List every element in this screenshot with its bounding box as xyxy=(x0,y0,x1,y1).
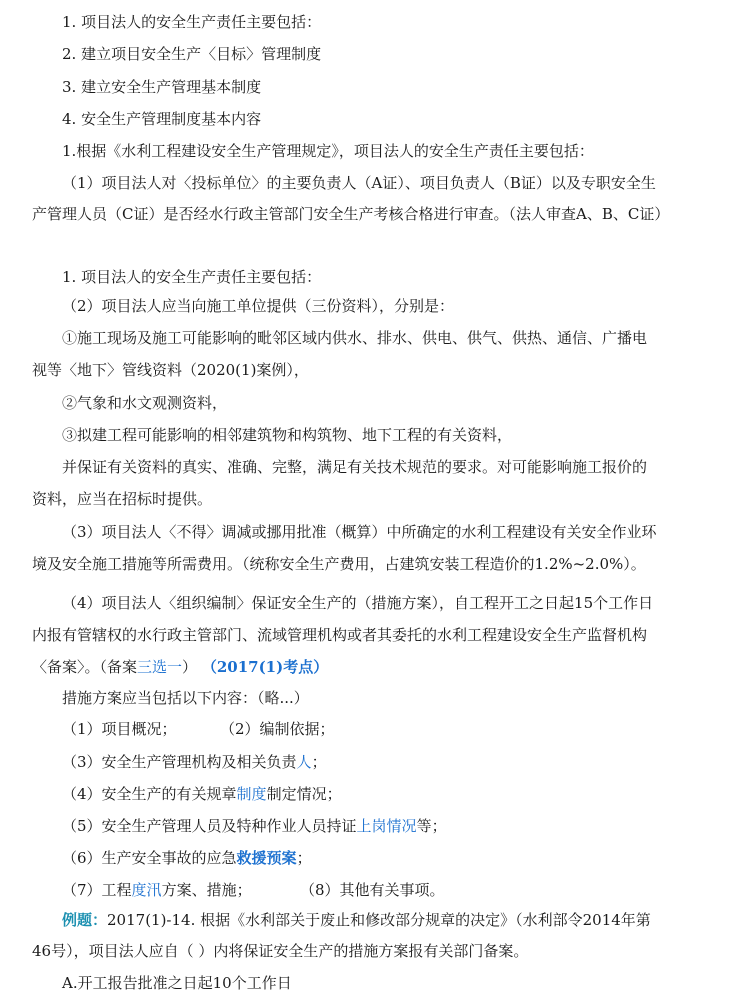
section1-paragraph-line2: 产管理人员（C证）是否经水行政主管部门安全生产考核合格进行审查。（法人审查A、B、C证） xyxy=(32,205,670,223)
measure-item-5 xyxy=(62,816,447,836)
material-note-line1: 并保证有关资料的真实、准确、完整，满足有关技术规范的要求。对可能影响施工报价的 xyxy=(62,458,648,476)
measure-6-end: ； xyxy=(296,849,312,867)
measure-3-highlight: 人 xyxy=(296,753,312,771)
measure-6-text: （6）生产安全事故的应急 xyxy=(62,849,237,867)
measure-4-end: 制定情况； xyxy=(266,785,342,803)
toc-item-3: 3. 建立安全生产管理基本制度 xyxy=(62,78,262,96)
example-question-line1: 2017(1)-14. 根据《水利部关于废止和修改部分规章的决定》（水利部令2014年第 xyxy=(107,911,651,929)
measure-7-text: （7）工程 xyxy=(62,881,132,899)
section1-paragraph-line1: （1）项目法人对〈投标单位〉的主要负责人（A证）、项目负责人（B证）以及专职安全生 xyxy=(62,174,656,192)
example-label: 例题： xyxy=(62,911,108,929)
section2-paragraph-2: （2）项目法人应当向施工单位提供（三份资料），分别是： xyxy=(62,297,455,315)
section2-paragraph-4-line3 xyxy=(32,657,328,677)
section2-paragraph-4-line1: （4）项目法人〈组织编制〉保证安全生产的（措施方案），自工程开工之日起15个工作日 xyxy=(62,594,654,612)
measure-item-6 xyxy=(62,848,312,868)
toc-item-1: 1. 项目法人的安全生产责任主要包括： xyxy=(62,13,322,31)
material-note-line2: 资料，应当在招标时提供。 xyxy=(32,490,213,508)
measure-5-text: （5）安全生产管理人员及特种作业人员持证 xyxy=(62,817,357,835)
measure-4-text: （4）安全生产的有关规章 xyxy=(62,785,237,803)
filing-highlight: 三选一 xyxy=(137,658,183,676)
measure-7-highlight: 度汛 xyxy=(131,881,162,899)
measure-3-end: ； xyxy=(311,753,327,771)
filing-close: ） xyxy=(182,658,198,676)
exam-point-tag: （2017(1)考点） xyxy=(201,658,329,676)
measure-item-8: （8）其他有关事项。 xyxy=(300,881,445,899)
example-line1 xyxy=(62,910,651,930)
measure-item-3 xyxy=(62,752,327,772)
section2-heading: 1. 项目法人的安全生产责任主要包括： xyxy=(62,268,322,286)
measure-7-end: 方案、措施； xyxy=(161,881,252,899)
material-item-3: ③拟建工程可能影响的相邻建筑物和构筑物、地下工程的有关资料， xyxy=(62,426,513,444)
section2-paragraph-4-line2: 内报有管辖权的水行政主管部门、流域管理机构或者其委托的水利工程建设安全生产监督机构 xyxy=(32,626,648,644)
measure-item-4 xyxy=(62,784,342,804)
measure-item-7 xyxy=(62,880,252,900)
toc-item-2: 2. 建立项目安全生产〈目标〉管理制度 xyxy=(62,45,322,63)
example-option-a: A.开工报告批准之日起10个工作日 xyxy=(62,974,292,992)
measure-5-end: 等； xyxy=(416,817,447,835)
section2-paragraph-3-line1: （3）项目法人〈不得〉调减或挪用批准（概算）中所确定的水利工程建设有关安全作业环 xyxy=(62,523,657,541)
measure-5-highlight: 上岗情况 xyxy=(356,817,417,835)
section1-heading: 1.根据《水利工程建设安全生产管理规定》，项目法人的安全生产责任主要包括： xyxy=(62,142,594,160)
measure-4-highlight: 制度 xyxy=(236,785,267,803)
example-question-line2: 46号），项目法人应自（ ）内将保证安全生产的措施方案报有关部门备案。 xyxy=(32,942,529,960)
filing-text: 〈备案〉。（备案 xyxy=(32,658,138,676)
measure-3-text: （3）安全生产管理机构及相关负责 xyxy=(62,753,297,771)
material-item-1-line2: 视等〈地下〉管线资料（2020(1)案例）， xyxy=(32,361,309,379)
toc-item-4: 4. 安全生产管理制度基本内容 xyxy=(62,110,262,128)
material-item-2: ②气象和水文观测资料， xyxy=(62,394,228,412)
measures-intro: 措施方案应当包括以下内容：（略...） xyxy=(62,689,309,707)
measure-item-2: （2）编制依据； xyxy=(220,720,335,738)
section2-paragraph-3-line2: 境及安全施工措施等所需费用。（统称安全生产费用，占建筑安装工程造价的1.2%~2.0%）。 xyxy=(32,555,646,573)
measure-item-1: （1）项目概况； xyxy=(62,720,177,738)
measure-6-highlight: 救援预案 xyxy=(236,849,297,867)
material-item-1-line1: ①施工现场及施工可能影响的毗邻区域内供水、排水、供电、供气、供热、通信、广播电 xyxy=(62,329,648,347)
